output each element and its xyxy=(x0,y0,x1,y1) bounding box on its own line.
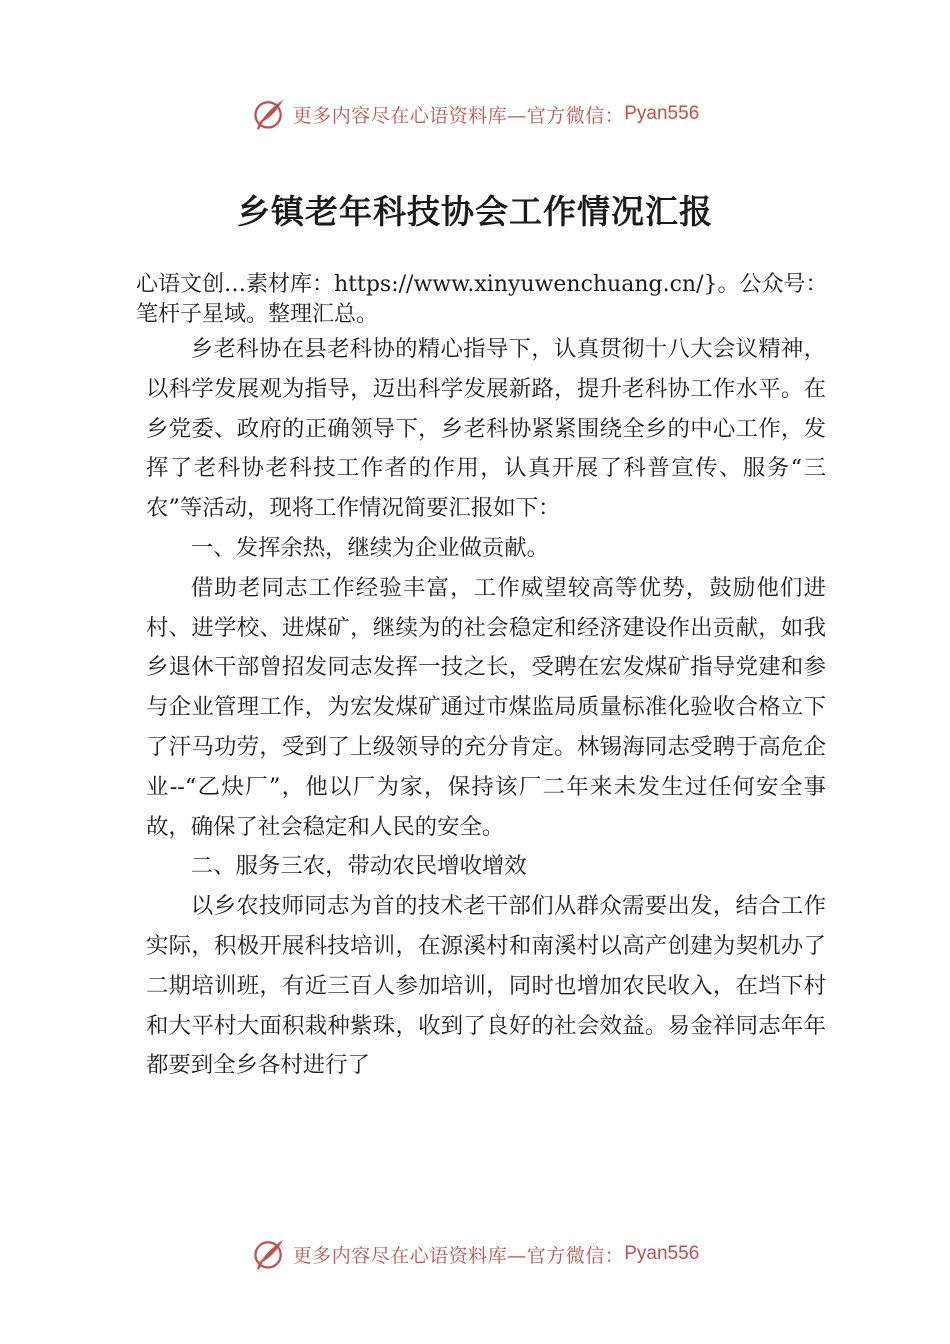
watermark-text: 更多内容尽在心语资料库—官方微信： xyxy=(292,104,625,127)
source-line: 心语文创…素材库：https://www.xinyuwenchuang.cn/}。公众号：笔杆子星域。整理汇总。 xyxy=(136,272,828,327)
quill-logo-icon xyxy=(251,96,287,132)
watermark-banner-bottom xyxy=(0,1232,950,1276)
paragraph-section-1: 借助老同志工作经验丰富，工作威望较高等优势，鼓励他们进村、进学校、进煤矿，继续为的社会稳定和经济建设作出贡献，如我乡退休干部曾招发同志发挥一技之长，受聘在宏发煤矿指导党建和参与企业管理工作，为宏发煤矿通过市煤监局质量标准化验收合格立下了汗马功劳，受到了上级领导的充分肯定。林锡海同志受聘于高危企业--“乙炔厂”，他以厂为家，保持该厂二年来未发生过任何安全事故，确保了社会稳定和人民的安全。 xyxy=(146,574,826,840)
section-heading-1: 一、发挥余热，继续为企业做贡献。 xyxy=(190,534,550,561)
document-title: 乡镇老年科技协会工作情况汇报 xyxy=(237,192,713,231)
paragraph-section-2: 以乡农技师同志为首的技术老干部们从群众需要出发，结合工作实际，积极开展科技培训，在源溪村和南溪村以高产创建为契机办了二期培训班，有近三百人参加培训，同时也增加农民收入，在垱下村和大平村大面积栽种紫珠，收到了良好的社会效益。易金祥同志年年都要到全乡各村进行了 xyxy=(146,893,826,1079)
paragraph-intro: 乡老科协在县老科协的精心指导下，认真贯彻十八大会议精神，以科学发展观为指导，迈出科学发展新路，提升老科协工作水平。在乡党委、政府的正确领导下，乡老科协紧紧围绕全乡的中心工作，发挥了老科协老科技工作者的作用，认真开展了科普宣传、服务“三农”等活动，现将工作情况简要汇报如下： xyxy=(146,336,826,522)
watermark-banner-top xyxy=(0,92,950,136)
watermark-wechat-id: Pyan556 xyxy=(624,103,700,124)
section-heading-2: 二、服务三农，带动农民增收增效 xyxy=(190,853,527,880)
document-body xyxy=(146,330,826,1086)
quill-logo-icon xyxy=(251,1236,287,1272)
watermark-text: 更多内容尽在心语资料库—官方微信： xyxy=(292,1244,625,1267)
watermark-wechat-id: Pyan556 xyxy=(624,1243,700,1264)
